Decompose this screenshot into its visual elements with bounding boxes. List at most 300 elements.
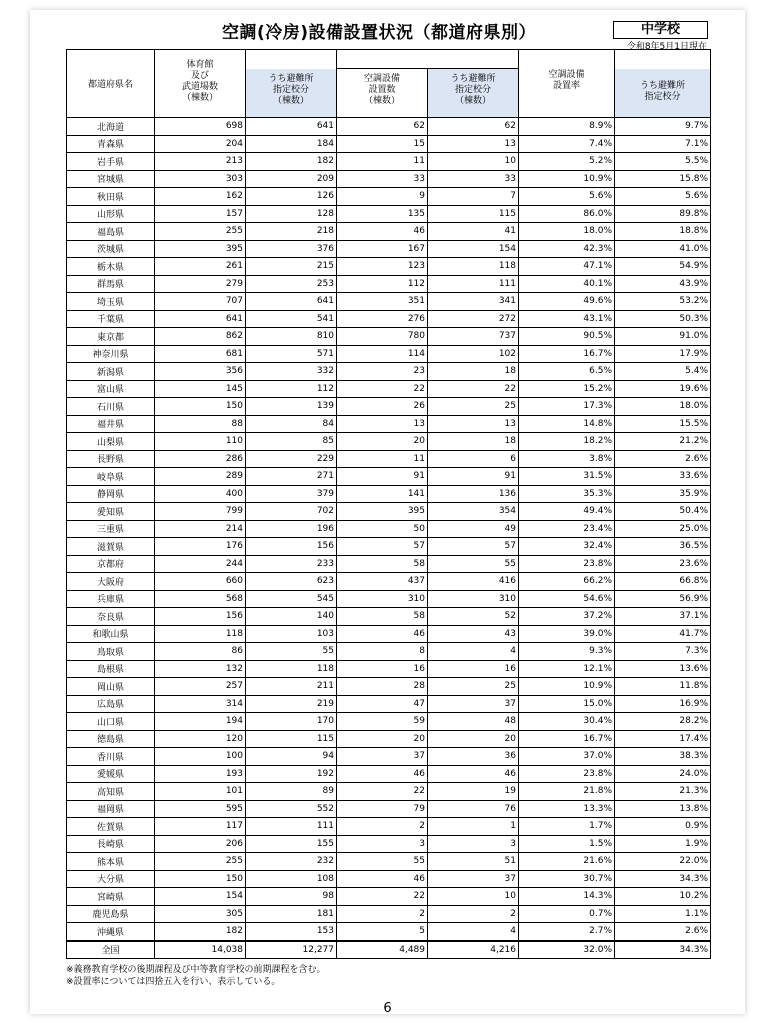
ac-cell: 58 [337, 608, 428, 626]
table-row [67, 643, 711, 661]
header-text: （棟数） [272, 95, 309, 106]
rate-shelter-cell: 18.0% [615, 398, 711, 416]
gym-shelter-cell: 211 [246, 678, 337, 696]
rate-shelter-cell: 5.5% [615, 153, 711, 171]
gym-cell: 154 [155, 888, 246, 906]
rate-cell: 40.1% [519, 275, 615, 293]
table-row [67, 503, 711, 521]
ac-cell: 58 [337, 555, 428, 573]
ac-cell: 395 [337, 503, 428, 521]
rate-cell: 6.5% [519, 363, 615, 381]
ac-cell: 123 [337, 258, 428, 276]
header-gym-count [155, 50, 246, 118]
ac-cell: 46 [337, 223, 428, 241]
rate-cell: 30.4% [519, 713, 615, 731]
ac-cell: 112 [337, 275, 428, 293]
table-row [67, 170, 711, 188]
gym-cell: 257 [155, 678, 246, 696]
prefecture-cell: 島根県 [67, 660, 155, 678]
rate-cell: 10.9% [519, 170, 615, 188]
rate-cell: 21.6% [519, 853, 615, 871]
rate-shelter-cell: 10.2% [615, 888, 711, 906]
gym-shelter-cell: 182 [246, 153, 337, 171]
table-row [67, 153, 711, 171]
prefecture-cell: 宮崎県 [67, 888, 155, 906]
table-row [67, 835, 711, 853]
table-row [67, 520, 711, 538]
header-ac-rate [519, 50, 615, 118]
ac-shelter-cell: 341 [428, 293, 519, 311]
ac-cell: 5 [337, 923, 428, 941]
ac-shelter-cell: 41 [428, 223, 519, 241]
table-row [67, 450, 711, 468]
table-row [67, 783, 711, 801]
gym-cell: 157 [155, 205, 246, 223]
ac-cell: 437 [337, 573, 428, 591]
rate-cell: 3.8% [519, 450, 615, 468]
prefecture-cell: 静岡県 [67, 485, 155, 503]
gym-cell: 206 [155, 835, 246, 853]
rate-cell: 17.3% [519, 398, 615, 416]
gym-cell: 88 [155, 415, 246, 433]
gym-shelter-cell: 545 [246, 590, 337, 608]
rate-cell: 14.8% [519, 415, 615, 433]
prefecture-cell: 高知県 [67, 783, 155, 801]
ac-cell: 91 [337, 468, 428, 486]
ac-shelter-cell: 25 [428, 678, 519, 696]
header-prefecture [67, 50, 155, 118]
table-row [67, 398, 711, 416]
gym-shelter-cell: 128 [246, 205, 337, 223]
rate-cell: 54.6% [519, 590, 615, 608]
prefecture-cell: 大阪府 [67, 573, 155, 591]
rate-cell: 49.6% [519, 293, 615, 311]
gym-shelter-cell: 623 [246, 573, 337, 591]
ac-cell: 22 [337, 380, 428, 398]
header-text: 指定校分 [454, 85, 491, 95]
rate-shelter-cell: 34.3% [615, 870, 711, 888]
gym-shelter-cell: 55 [246, 643, 337, 661]
ac-shelter-cell: 33 [428, 170, 519, 188]
ac-shelter-cell: 37 [428, 870, 519, 888]
ac-shelter-cell: 4 [428, 643, 519, 661]
ac-shelter-cell: 18 [428, 433, 519, 451]
rate-cell: 15.0% [519, 695, 615, 713]
gym-shelter-cell: 153 [246, 923, 337, 941]
prefecture-cell: 宮城県 [67, 170, 155, 188]
gym-shelter-cell: 376 [246, 240, 337, 258]
gym-cell: 204 [155, 135, 246, 153]
ac-shelter-cell: 737 [428, 328, 519, 346]
rate-cell: 32.0% [519, 941, 615, 959]
ac-cell: 57 [337, 538, 428, 556]
gym-cell: 303 [155, 170, 246, 188]
ac-cell: 46 [337, 870, 428, 888]
footnote: ※義務教育学校の後期課程及び中等教育学校の前期課程を含む。 [66, 965, 326, 975]
gym-shelter-cell: 112 [246, 380, 337, 398]
ac-shelter-cell: 57 [428, 538, 519, 556]
table-row [67, 870, 711, 888]
ac-cell: 22 [337, 888, 428, 906]
prefecture-cell: 徳島県 [67, 730, 155, 748]
table-row [67, 853, 711, 871]
ac-cell: 59 [337, 713, 428, 731]
rate-shelter-cell: 2.6% [615, 923, 711, 941]
prefecture-cell: 青森県 [67, 135, 155, 153]
rate-cell: 86.0% [519, 205, 615, 223]
rate-shelter-cell: 50.4% [615, 503, 711, 521]
gym-shelter-cell: 233 [246, 555, 337, 573]
prefecture-cell: 岐阜県 [67, 468, 155, 486]
header-prefecture-label: 都道府県名 [87, 80, 133, 90]
header-text: 空調設備 [548, 70, 585, 80]
gym-cell: 305 [155, 905, 246, 923]
prefecture-cell: 岩手県 [67, 153, 155, 171]
gym-shelter-cell: 111 [246, 818, 337, 836]
gym-cell: 279 [155, 275, 246, 293]
header-text: （棟数） [181, 93, 218, 103]
table-row [67, 433, 711, 451]
prefecture-cell: 熊本県 [67, 853, 155, 871]
rate-cell: 23.8% [519, 555, 615, 573]
rate-cell: 9.3% [519, 643, 615, 661]
prefecture-cell: 鹿児島県 [67, 905, 155, 923]
rate-cell: 31.5% [519, 468, 615, 486]
gym-cell: 255 [155, 223, 246, 241]
header-text: （棟数） [454, 96, 491, 106]
ac-cell: 46 [337, 765, 428, 783]
gym-shelter-cell: 108 [246, 870, 337, 888]
prefecture-cell: 和歌山県 [67, 625, 155, 643]
ac-shelter-cell: 36 [428, 748, 519, 766]
header-ac-count [337, 69, 428, 118]
ac-cell: 13 [337, 415, 428, 433]
gym-cell: 176 [155, 538, 246, 556]
rate-cell: 49.4% [519, 503, 615, 521]
rate-shelter-cell: 18.8% [615, 223, 711, 241]
ac-shelter-cell: 2 [428, 905, 519, 923]
gym-cell: 193 [155, 765, 246, 783]
table-row [67, 713, 711, 731]
rate-shelter-cell: 24.0% [615, 765, 711, 783]
table-row [67, 345, 711, 363]
rate-shelter-cell: 66.8% [615, 573, 711, 591]
ac-cell: 22 [337, 783, 428, 801]
ac-shelter-cell: 76 [428, 800, 519, 818]
table-row [67, 328, 711, 346]
gym-cell: 132 [155, 660, 246, 678]
prefecture-cell: 茨城県 [67, 240, 155, 258]
rate-cell: 2.7% [519, 923, 615, 941]
ac-shelter-cell: 91 [428, 468, 519, 486]
rate-shelter-cell: 5.6% [615, 188, 711, 206]
gym-cell: 101 [155, 783, 246, 801]
gym-shelter-cell: 12,277 [246, 941, 337, 959]
rate-cell: 23.8% [519, 765, 615, 783]
ac-cell: 20 [337, 730, 428, 748]
rate-shelter-cell: 7.3% [615, 643, 711, 661]
gym-cell: 117 [155, 818, 246, 836]
gym-cell: 395 [155, 240, 246, 258]
prefecture-cell: 長崎県 [67, 835, 155, 853]
rate-cell: 5.2% [519, 153, 615, 171]
document-title: 空調(冷房)設備設置状況（都道府県別） [222, 23, 537, 43]
ac-cell: 50 [337, 520, 428, 538]
rate-shelter-cell: 19.6% [615, 380, 711, 398]
prefecture-cell: 富山県 [67, 380, 155, 398]
gym-cell: 400 [155, 485, 246, 503]
ac-cell: 141 [337, 485, 428, 503]
ac-cell: 3 [337, 835, 428, 853]
prefecture-cell: 福島県 [67, 223, 155, 241]
table-row [67, 730, 711, 748]
table-row [67, 205, 711, 223]
ac-shelter-cell: 1 [428, 818, 519, 836]
ac-shelter-cell: 4,216 [428, 941, 519, 959]
header-ac-group-top [337, 50, 519, 69]
header-rate-shelter [615, 69, 711, 118]
rate-shelter-cell: 15.5% [615, 415, 711, 433]
rate-cell: 8.9% [519, 118, 615, 136]
ac-cell: 135 [337, 205, 428, 223]
header-text: うち避難所 [639, 80, 685, 91]
gym-shelter-cell: 253 [246, 275, 337, 293]
ac-shelter-cell: 49 [428, 520, 519, 538]
prefecture-cell: 福井県 [67, 415, 155, 433]
table-row [67, 293, 711, 311]
rate-cell: 12.1% [519, 660, 615, 678]
ac-cell: 62 [337, 118, 428, 136]
gym-shelter-cell: 196 [246, 520, 337, 538]
gym-shelter-cell: 156 [246, 538, 337, 556]
prefecture-cell: 石川県 [67, 398, 155, 416]
rate-cell: 7.4% [519, 135, 615, 153]
ac-cell: 4,489 [337, 941, 428, 959]
page-number: 6 [383, 1001, 392, 1016]
gym-shelter-cell: 810 [246, 328, 337, 346]
ac-shelter-cell: 115 [428, 205, 519, 223]
rate-cell: 39.0% [519, 625, 615, 643]
rate-cell: 37.0% [519, 748, 615, 766]
gym-cell: 150 [155, 870, 246, 888]
table-row [67, 310, 711, 328]
prefecture-cell: 長野県 [67, 450, 155, 468]
ac-shelter-cell: 310 [428, 590, 519, 608]
gym-cell: 314 [155, 695, 246, 713]
table-row [67, 363, 711, 381]
prefecture-cell: 佐賀県 [67, 818, 155, 836]
as-of-date: 令和8年5月1日現在 [626, 42, 707, 52]
ac-shelter-cell: 19 [428, 783, 519, 801]
rate-cell: 18.2% [519, 433, 615, 451]
ac-shelter-cell: 13 [428, 415, 519, 433]
ac-shelter-cell: 354 [428, 503, 519, 521]
table-row [67, 240, 711, 258]
ac-shelter-cell: 10 [428, 888, 519, 906]
prefecture-cell: 三重県 [67, 520, 155, 538]
prefecture-cell: 奈良県 [67, 608, 155, 626]
header-text: 体育館 [186, 60, 214, 70]
gym-cell: 14,038 [155, 941, 246, 959]
gym-shelter-cell: 139 [246, 398, 337, 416]
gym-shelter-cell: 229 [246, 450, 337, 468]
gym-cell: 100 [155, 748, 246, 766]
ac-cell: 26 [337, 398, 428, 416]
ac-cell: 8 [337, 643, 428, 661]
table-row [67, 765, 711, 783]
gym-shelter-cell: 98 [246, 888, 337, 906]
prefecture-cell: 東京都 [67, 328, 155, 346]
rate-cell: 1.5% [519, 835, 615, 853]
gym-shelter-cell: 209 [246, 170, 337, 188]
rate-shelter-cell: 13.6% [615, 660, 711, 678]
gym-shelter-cell: 271 [246, 468, 337, 486]
ac-cell: 11 [337, 450, 428, 468]
gym-cell: 568 [155, 590, 246, 608]
gym-cell: 182 [155, 923, 246, 941]
table-row [67, 135, 711, 153]
ac-shelter-cell: 416 [428, 573, 519, 591]
prefecture-cell: 神奈川県 [67, 345, 155, 363]
table-row [67, 923, 711, 941]
rate-shelter-cell: 2.6% [615, 450, 711, 468]
gym-shelter-cell: 219 [246, 695, 337, 713]
gym-cell: 660 [155, 573, 246, 591]
gym-cell: 286 [155, 450, 246, 468]
header-text: 設置数 [368, 85, 396, 95]
rate-shelter-cell: 35.9% [615, 485, 711, 503]
rate-shelter-cell: 89.8% [615, 205, 711, 223]
table-row [67, 538, 711, 556]
rate-shelter-cell: 9.7% [615, 118, 711, 136]
rate-shelter-cell: 50.3% [615, 310, 711, 328]
gym-cell: 707 [155, 293, 246, 311]
ac-cell: 9 [337, 188, 428, 206]
rate-shelter-cell: 33.6% [615, 468, 711, 486]
rate-cell: 15.2% [519, 380, 615, 398]
ac-cell: 46 [337, 625, 428, 643]
gym-shelter-cell: 84 [246, 415, 337, 433]
rate-cell: 1.7% [519, 818, 615, 836]
ac-cell: 79 [337, 800, 428, 818]
ac-shelter-cell: 136 [428, 485, 519, 503]
prefecture-cell: 京都府 [67, 555, 155, 573]
gym-shelter-cell: 155 [246, 835, 337, 853]
ac-cell: 2 [337, 818, 428, 836]
ac-cell: 23 [337, 363, 428, 381]
ac-cell: 28 [337, 678, 428, 696]
table-row [67, 223, 711, 241]
header-ac-shelter [428, 69, 519, 118]
ac-shelter-cell: 272 [428, 310, 519, 328]
table-total-row [67, 941, 711, 959]
prefecture-cell: 栃木県 [67, 258, 155, 276]
gym-cell: 120 [155, 730, 246, 748]
table-row [67, 625, 711, 643]
prefecture-cell: 山梨県 [67, 433, 155, 451]
gym-shelter-cell: 541 [246, 310, 337, 328]
prefecture-cell: 秋田県 [67, 188, 155, 206]
gym-cell: 150 [155, 398, 246, 416]
ac-shelter-cell: 13 [428, 135, 519, 153]
ac-shelter-cell: 7 [428, 188, 519, 206]
gym-cell: 698 [155, 118, 246, 136]
gym-shelter-cell: 332 [246, 363, 337, 381]
ac-cell: 114 [337, 345, 428, 363]
rate-shelter-cell: 17.9% [615, 345, 711, 363]
prefecture-cell: 山形県 [67, 205, 155, 223]
rate-cell: 21.8% [519, 783, 615, 801]
rate-shelter-cell: 17.4% [615, 730, 711, 748]
table-row [67, 380, 711, 398]
header-text: 空調設備 [363, 74, 400, 84]
ac-shelter-cell: 37 [428, 695, 519, 713]
gym-shelter-cell: 218 [246, 223, 337, 241]
rate-shelter-cell: 13.8% [615, 800, 711, 818]
rate-cell: 90.5% [519, 328, 615, 346]
table-row [67, 905, 711, 923]
rate-shelter-cell: 21.2% [615, 433, 711, 451]
table-row [67, 660, 711, 678]
header-text: 及び [190, 71, 209, 81]
table-row [67, 678, 711, 696]
rate-shelter-cell: 25.0% [615, 520, 711, 538]
ac-shelter-cell: 3 [428, 835, 519, 853]
rate-shelter-cell: 53.2% [615, 293, 711, 311]
ac-cell: 20 [337, 433, 428, 451]
table-row [67, 415, 711, 433]
prefecture-cell: 大分県 [67, 870, 155, 888]
gym-cell: 641 [155, 310, 246, 328]
table-row [67, 818, 711, 836]
ac-shelter-cell: 48 [428, 713, 519, 731]
prefecture-cell: 愛媛県 [67, 765, 155, 783]
ac-shelter-cell: 62 [428, 118, 519, 136]
rate-cell: 32.4% [519, 538, 615, 556]
table-row [67, 485, 711, 503]
prefecture-cell: 兵庫県 [67, 590, 155, 608]
ac-cell: 37 [337, 748, 428, 766]
rate-shelter-cell: 22.0% [615, 853, 711, 871]
gym-cell: 156 [155, 608, 246, 626]
ac-shelter-cell: 6 [428, 450, 519, 468]
table-row [67, 695, 711, 713]
rate-shelter-cell: 37.1% [615, 608, 711, 626]
header-text: 設置率 [552, 81, 580, 91]
table-row [67, 275, 711, 293]
gym-shelter-cell: 118 [246, 660, 337, 678]
prefecture-cell: 山口県 [67, 713, 155, 731]
gym-cell: 255 [155, 853, 246, 871]
ac-cell: 351 [337, 293, 428, 311]
rate-shelter-cell: 15.8% [615, 170, 711, 188]
rate-shelter-cell: 1.9% [615, 835, 711, 853]
gym-cell: 595 [155, 800, 246, 818]
table-row [67, 118, 711, 136]
ac-cell: 2 [337, 905, 428, 923]
prefecture-cell: 新潟県 [67, 363, 155, 381]
rate-cell: 47.1% [519, 258, 615, 276]
ac-shelter-cell: 118 [428, 258, 519, 276]
ac-shelter-cell: 46 [428, 765, 519, 783]
table-row [67, 555, 711, 573]
ac-shelter-cell: 18 [428, 363, 519, 381]
ac-shelter-cell: 52 [428, 608, 519, 626]
table-body [67, 118, 711, 959]
gym-cell: 214 [155, 520, 246, 538]
gym-cell: 110 [155, 433, 246, 451]
rate-shelter-cell: 91.0% [615, 328, 711, 346]
